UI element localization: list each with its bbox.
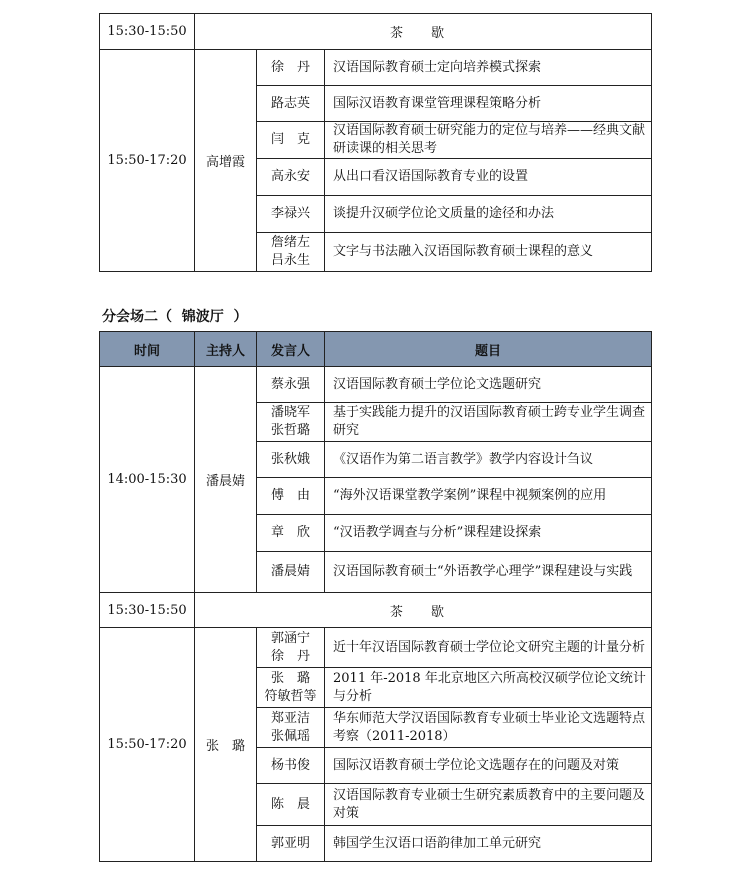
break-label: 茶 歇 [195, 14, 652, 50]
header-speaker: 发言人 [257, 332, 325, 367]
topic-cell: 2011 年-2018 年北京地区六所高校汉硕学位论文统计与分析 [325, 668, 652, 708]
header-topic: 题目 [325, 332, 652, 367]
speaker-cell: 杨书俊 [257, 748, 325, 784]
session-host: 高增霞 [195, 50, 257, 272]
topic-cell: 汉语国际教育硕士定向培养模式探索 [325, 50, 652, 86]
speaker-cell: 潘晨婧 [257, 552, 325, 593]
topic-cell: 近十年汉语国际教育硕士学位论文研究主题的计量分析 [325, 628, 652, 668]
break-label: 茶 歇 [195, 593, 652, 628]
speaker-cell: 张秋娥 [257, 442, 325, 478]
break-time: 15:30-15:50 [100, 14, 195, 50]
session-host: 潘晨婧 [195, 367, 257, 593]
session-time: 15:50-17:20 [100, 50, 195, 272]
topic-cell: 华东师范大学汉语国际教育专业硕士毕业论文选题特点考察（2011-2018） [325, 708, 652, 748]
schedule-table-top [99, 13, 652, 272]
topic-cell: 韩国学生汉语口语韵律加工单元研究 [325, 826, 652, 862]
speaker-cell: 李禄兴 [257, 196, 325, 233]
speaker-cell: 傅 由 [257, 478, 325, 515]
speaker-cell: 章 欣 [257, 515, 325, 552]
topic-cell: 从出口看汉语国际教育专业的设置 [325, 159, 652, 196]
topic-cell: 谈提升汉硕学位论文质量的途径和办法 [325, 196, 652, 233]
section-title: 分会场二（ 锦波厅 ） [102, 309, 248, 325]
break-row [100, 593, 652, 628]
topic-cell: 基于实践能力提升的汉语国际教育硕士跨专业学生调查研究 [325, 403, 652, 442]
topic-cell: 《汉语作为第二语言教学》教学内容设计刍议 [325, 442, 652, 478]
speaker-cell: 郑亚洁 张佩瑶 [257, 708, 325, 748]
session-time: 15:50-17:20 [100, 628, 195, 862]
table-row [100, 367, 652, 403]
speaker-cell: 路志英 [257, 86, 325, 122]
session-time: 14:00-15:30 [100, 367, 195, 593]
topic-cell: 汉语国际教育硕士学位论文选题研究 [325, 367, 652, 403]
session-host: 张 璐 [195, 628, 257, 862]
header-time: 时间 [100, 332, 195, 367]
table-row [100, 50, 652, 86]
speaker-cell: 陈 晨 [257, 784, 325, 826]
speaker-cell: 蔡永强 [257, 367, 325, 403]
speaker-cell: 徐 丹 [257, 50, 325, 86]
speaker-cell: 潘晓军 张哲璐 [257, 403, 325, 442]
speaker-cell: 郭涵宁 徐 丹 [257, 628, 325, 668]
break-time: 15:30-15:50 [100, 593, 195, 628]
speaker-cell: 詹绪左 吕永生 [257, 233, 325, 272]
table-row [100, 628, 652, 668]
topic-cell: 汉语国际教育硕士“外语教学心理学”课程建设与实践 [325, 552, 652, 593]
topic-cell: 文字与书法融入汉语国际教育硕士课程的意义 [325, 233, 652, 272]
speaker-cell: 闫 克 [257, 122, 325, 159]
speaker-cell: 郭亚明 [257, 826, 325, 862]
topic-cell: “海外汉语课堂教学案例”课程中视频案例的应用 [325, 478, 652, 515]
topic-cell: 国际汉语教育硕士学位论文选题存在的问题及对策 [325, 748, 652, 784]
topic-cell: 国际汉语教育课堂管理课程策略分析 [325, 86, 652, 122]
speaker-cell: 张 璐 符敏哲等 [257, 668, 325, 708]
topic-cell: “汉语教学调查与分析”课程建设探索 [325, 515, 652, 552]
speaker-cell: 高永安 [257, 159, 325, 196]
header-row [100, 332, 652, 367]
schedule-table-section2 [99, 331, 652, 862]
break-row [100, 14, 652, 50]
topic-cell: 汉语国际教育专业硕士生研究素质教育中的主要问题及对策 [325, 784, 652, 826]
topic-cell: 汉语国际教育硕士研究能力的定位与培养——经典文献研读课的相关思考 [325, 122, 652, 159]
header-host: 主持人 [195, 332, 257, 367]
